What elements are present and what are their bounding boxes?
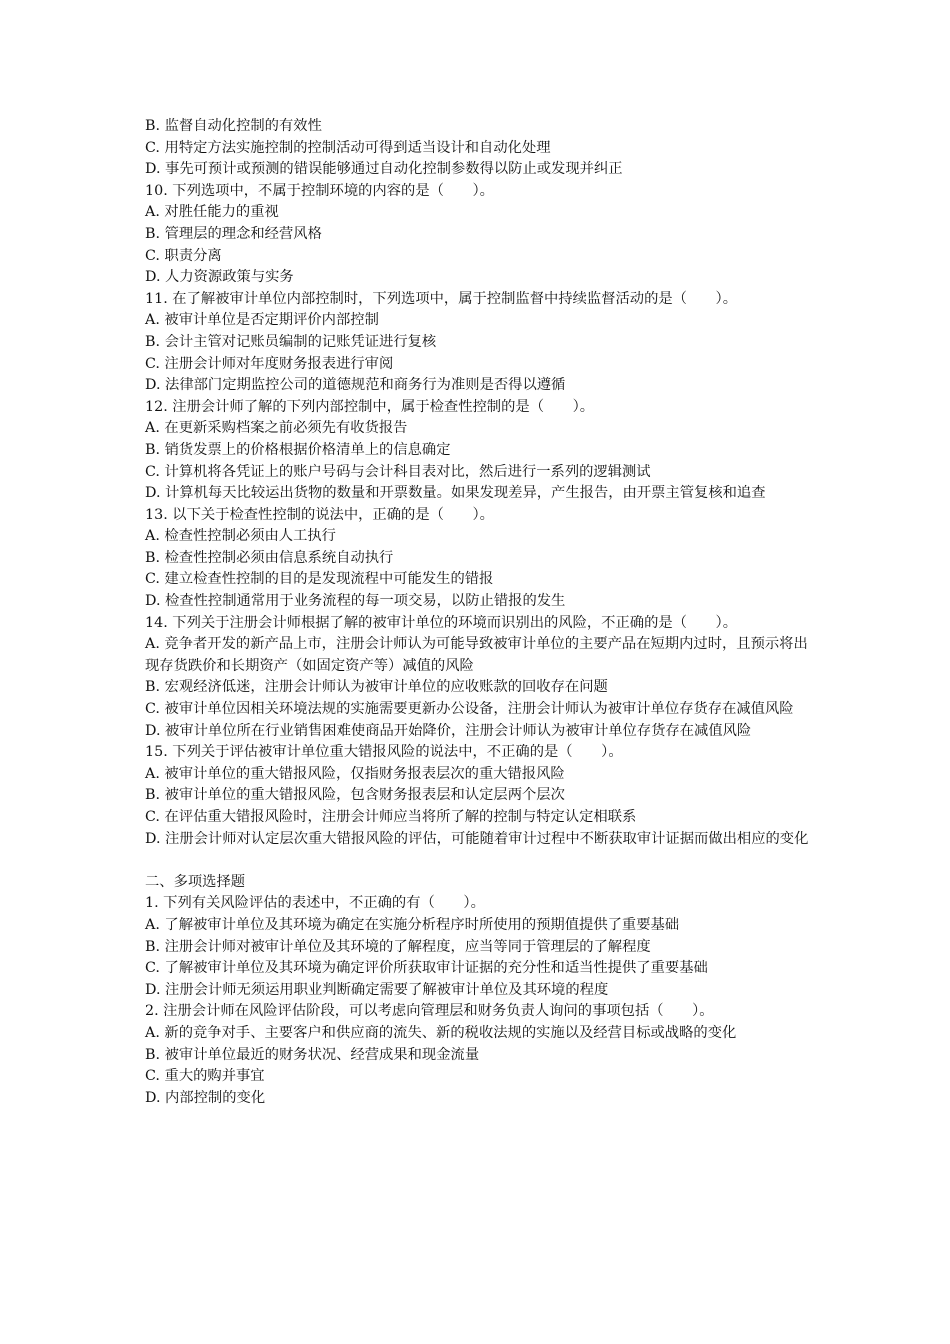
option-a: A. 在更新采购档案之前必须先有收货报告 [145,420,408,437]
question-13: 13. 以下关于检查性控制的说法中，正确的是（ ）。 [145,506,494,523]
section-title: 二、多项选择题 [145,873,246,890]
option-b: B. 管理层的理念和经营风格 [145,225,322,242]
option-b: B. 注册会计师对被审计单位及其环境的了解程度，应当等同于管理层的了解程度 [145,938,651,955]
option-d: D. 检查性控制通常用于业务流程的每一项交易，以防止错报的发生 [145,593,566,610]
option-c: C. 在评估重大错报风险时，注册会计师应当将所了解的控制与特定认定相联系 [145,809,637,825]
option-a: A. 被审计单位的重大错报风险，仅指财务报表层次的重大错报风险 [145,765,565,782]
option-c: C. 计算机将各凭证上的账户号码与会计科目表对比，然后进行一系列的逻辑测试 [145,463,651,480]
option-d: D. 被审计单位所在行业销售困难使商品开始降价，注册会计师认为被审计单位存货存在减值风险 [145,722,752,739]
option-d: D. 内部控制的变化 [145,1089,266,1106]
option-a: A. 检查性控制必须由人工执行 [145,528,336,545]
option-b: B. 被审计单位最近的财务状况、经营成果和现金流量 [145,1046,480,1063]
option-d: D. 注册会计师对认定层次重大错报风险的评估，可能随着审计过程中不断获取审计证据而做出相应的变化 [145,830,809,847]
option-c: C. 重大的购并事宜 [145,1068,265,1085]
option-b: B. 会计主管对记账员编制的记账凭证进行复核 [145,333,437,350]
question-14: 14. 下列关于注册会计师根据了解的被审计单位的环境而识别出的风险，不正确的是（ ）。 [145,614,738,631]
document-page [145,116,815,1109]
option-d: D. 注册会计师无须运用职业判断确定需要了解被审计单位及其环境的程度 [145,981,609,998]
option-c: C. 被审计单位因相关环境法规的实施需要更新办公设备，注册会计师认为被审计单位存货存在减值风险 [145,701,794,718]
text-line: B. 监督自动化控制的有效性 [145,118,322,134]
option-c: C. 建立检查性控制的目的是发现流程中可能发生的错报 [145,571,494,588]
option-a: A. 了解被审计单位及其环境为确定在实施分析程序时所使用的预期值提供了重要基础 [145,916,680,933]
question-12: 12. 注册会计师了解的下列内部控制中，属于检查性控制的是（ ）。 [145,398,595,415]
option-b: B. 销货发票上的价格根据价格清单上的信息确定 [145,441,451,458]
option-a: A. 被审计单位是否定期评价内部控制 [145,312,379,329]
question-15: 15. 下列关于评估被审计单位重大错报风险的说法中，不正确的是（ ）。 [145,744,623,761]
option-a: A. 对胜任能力的重视 [145,204,279,221]
option-b: B. 检查性控制必须由信息系统自动执行 [145,549,394,566]
question-block-multiple-choice [145,893,815,1109]
option-c: C. 职责分离 [145,247,222,264]
question-10: 10. 下列选项中，不属于控制环境的内容的是（ ）。 [145,182,494,199]
question-2: 2. 注册会计师在风险评估阶段，可以考虑向管理层和财务负责人询问的事项包括（ ）。 [145,1003,714,1020]
question-block-single-choice [145,116,815,850]
option-d: D. 人力资源政策与实务 [145,269,294,286]
option-a: A. 竞争者开发的新产品上市，注册会计师认为可能导致被审计单位的主要产品在短期内过时，且预示将出现存货跌价和长期资产（如固定资产等）减值的风险 [145,636,808,674]
option-b: B. 宏观经济低迷，注册会计师认为被审计单位的应收账款的回收存在问题 [145,679,608,696]
option-d: D. 法律部门定期监控公司的道德规范和商务行为准则是否得以遵循 [145,377,566,394]
text-line: C. 用特定方法实施控制的控制活动可得到适当设计和自动化处理 [145,139,551,156]
option-c: C. 注册会计师对年度财务报表进行审阅 [145,355,394,372]
option-b: B. 被审计单位的重大错报风险，包含财务报表层和认定层两个层次 [145,787,565,804]
question-1: 1. 下列有关风险评估的表述中，不正确的有（ ）。 [145,895,485,912]
text-line: D. 事先可预计或预测的错误能够通过自动化控制参数得以防止或发现并纠正 [145,161,623,178]
option-d: D. 计算机每天比较运出货物的数量和开票数量。如果发现差异，产生报告，由开票主管复核和追查 [145,485,766,502]
question-11: 11. 在了解被审计单位内部控制时，下列选项中，属于控制监督中持续监督活动的是（ ）。 [145,290,738,307]
option-a: A. 新的竞争对手、主要客户和供应商的流失、新的税收法规的实施以及经营目标或战略的变化 [145,1024,737,1041]
option-c: C. 了解被审计单位及其环境为确定评价所获取审计证据的充分性和适当性提供了重要基础 [145,960,708,977]
section-spacer [145,850,815,872]
